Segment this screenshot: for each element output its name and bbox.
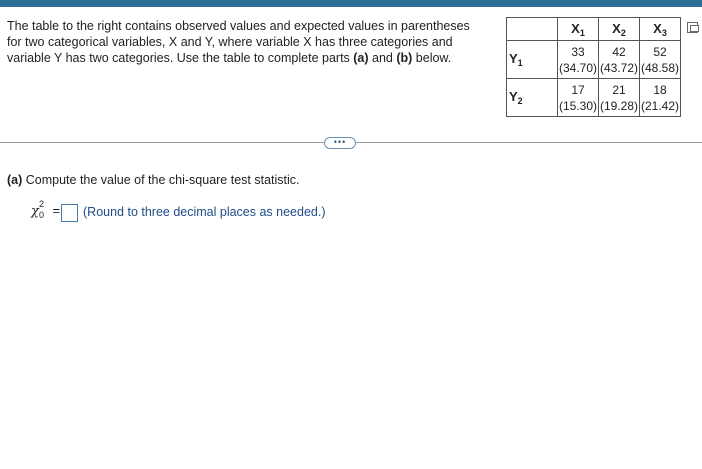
cell-y2-x2: 21 (19.28): [599, 79, 640, 117]
table-corner: [507, 18, 558, 41]
cell-y1-x1: 33 (34.70): [558, 41, 599, 79]
intro-part-b: (b): [396, 51, 413, 65]
part-a-question: [7, 173, 300, 187]
problem-intro: [7, 18, 497, 66]
column-header-x3: $X_3$: [640, 18, 681, 41]
cell-y1-x3: 52 (48.58): [640, 41, 681, 79]
intro-line-1: The table to the right contains observed values and expected values in parentheses: [7, 19, 470, 33]
part-a-text: Compute the value of the chi-square test statistic.: [22, 173, 300, 187]
cell-y1-x2: 42 (43.72): [599, 41, 640, 79]
table-row-y1: [507, 41, 681, 79]
table-row-y2: [507, 79, 681, 117]
row-header-y2: $Y_2$: [507, 79, 558, 117]
cell-y2-x3: 18 (21.42): [640, 79, 681, 117]
chi-square-label: [31, 199, 61, 220]
intro-and: and: [368, 51, 397, 65]
chi-superscript: 2: [39, 199, 45, 209]
chi-symbol: χ: [31, 204, 39, 219]
part-a-label: (a): [7, 173, 23, 187]
intro-line-3-pre: variable Y has two categories. Use the table to complete parts: [7, 51, 354, 65]
chi-subscript: 0: [39, 210, 45, 220]
column-header-x2: $X_2$: [599, 18, 640, 41]
intro-line-3-post: below.: [412, 51, 452, 65]
chi-square-answer-input[interactable]: [61, 204, 78, 222]
expand-more-button[interactable]: •••: [324, 137, 356, 149]
top-accent-bar: [0, 0, 702, 7]
intro-line-2: for two categorical variables, X and Y, where variable X has three categories and: [7, 35, 453, 49]
intro-part-a: (a): [353, 51, 369, 65]
cell-y2-x1: 17 (15.30): [558, 79, 599, 117]
equals-sign: =: [52, 203, 61, 218]
column-header-x1: $X_1$: [558, 18, 599, 41]
contingency-table: [506, 17, 681, 117]
copy-table-icon[interactable]: [687, 22, 698, 33]
rounding-hint: (Round to three decimal places as needed.): [83, 205, 326, 219]
table-header-row: [507, 18, 681, 41]
row-header-y1: $Y_1$: [507, 41, 558, 79]
